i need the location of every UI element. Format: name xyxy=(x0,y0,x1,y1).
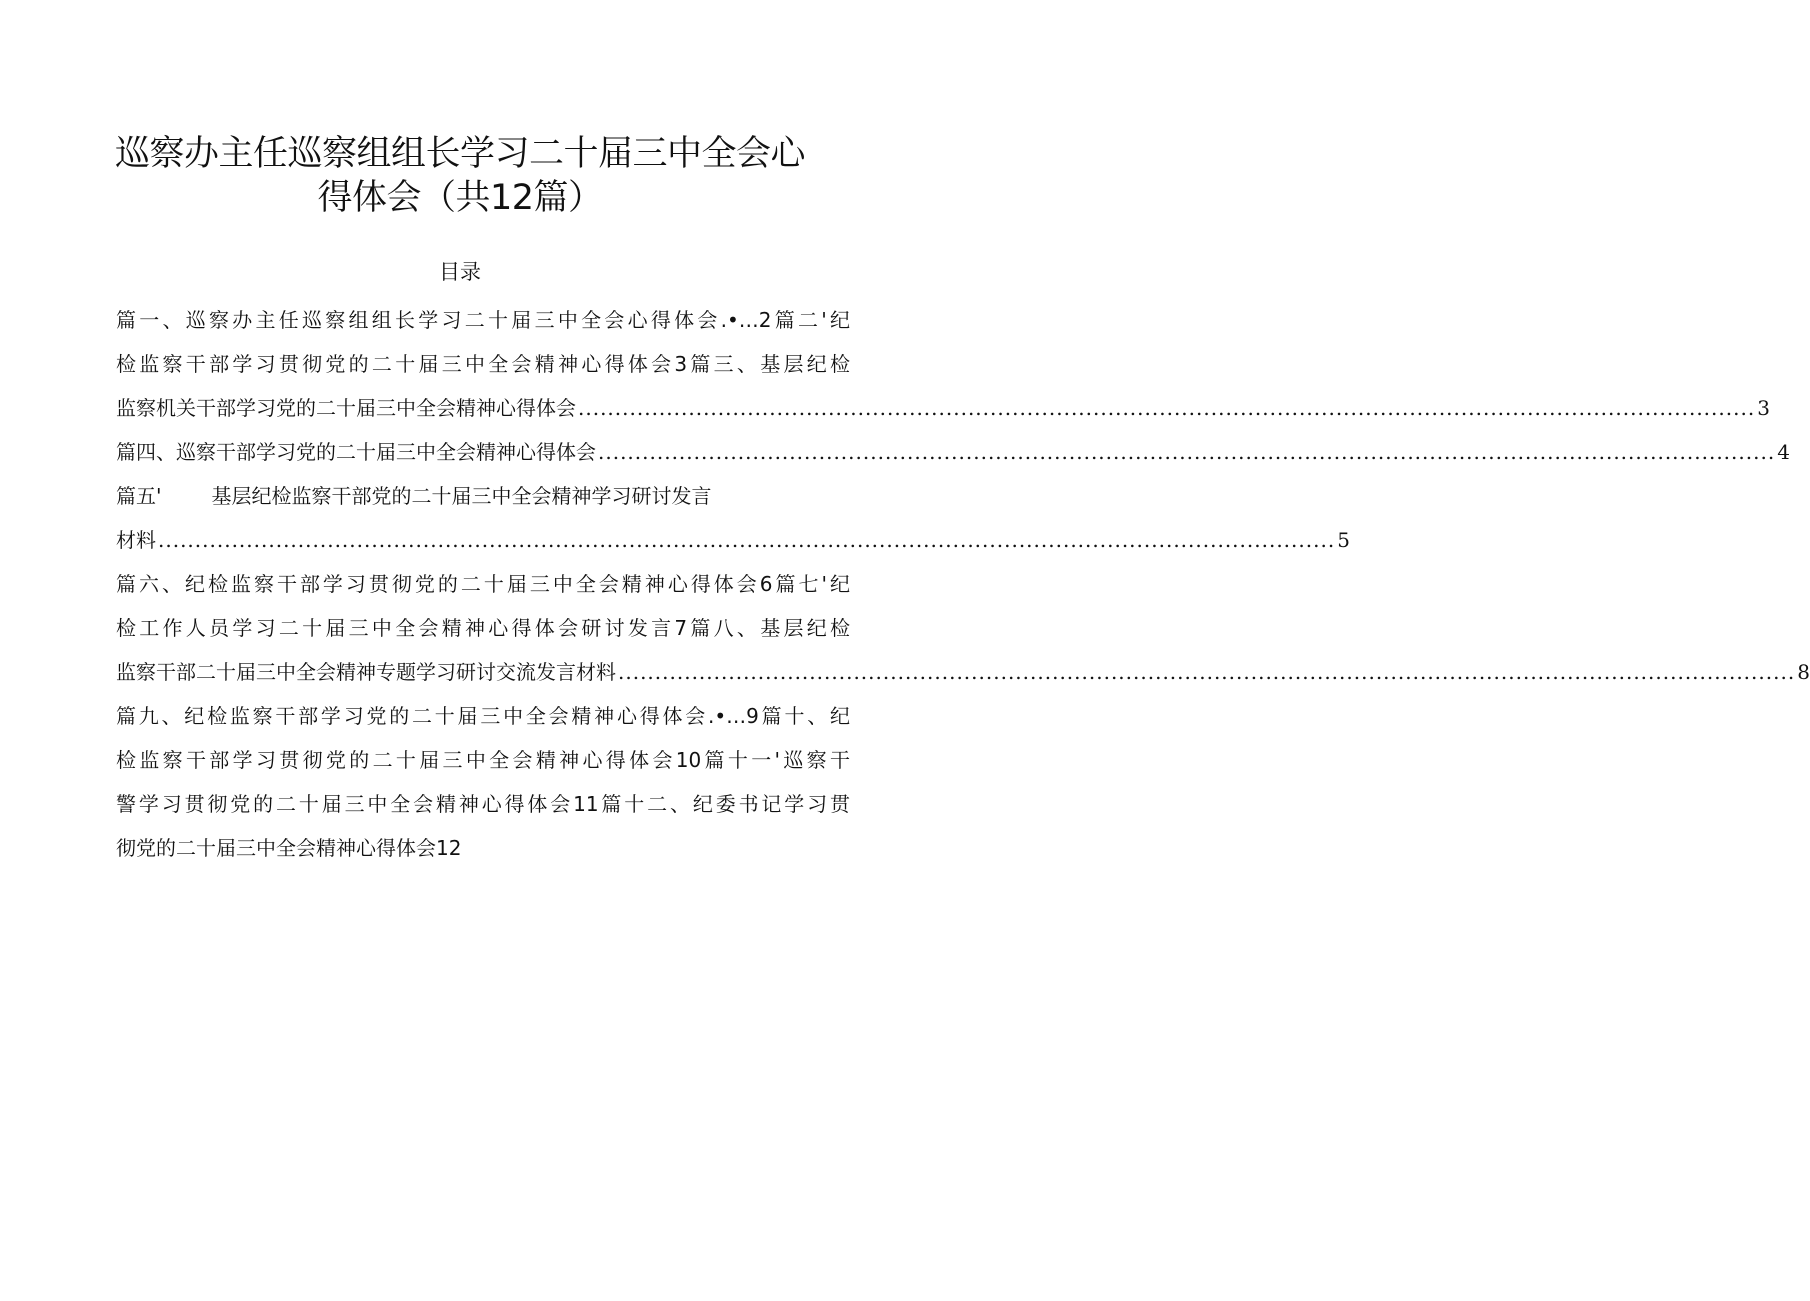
toc-line-11 xyxy=(116,701,850,731)
toc-line-9 xyxy=(116,613,850,643)
toc-line-1-text: 篇一、巡察办主任巡察组组长学习二十届三中全会心得体会.•…2篇二'纪 xyxy=(116,308,850,332)
toc-line-8 xyxy=(116,569,850,599)
toc-line-12 xyxy=(116,745,850,775)
toc-line-13-text: 警学习贯彻党的二十届三中全会精神心得体会11篇十二、纪委书记学习贯 xyxy=(116,792,850,816)
toc-line-1 xyxy=(116,305,850,335)
toc-line-12-text: 检监察干部学习贯彻党的二十届三中全会精神心得体会10篇十一'巡察干 xyxy=(116,748,850,772)
toc-line-13 xyxy=(116,789,850,819)
toc-leader-dots: ................................................................................................................................................................ xyxy=(158,528,1336,552)
toc-page-number: 3 xyxy=(1757,396,1770,420)
toc-entry-5-continued-text: 材料 xyxy=(116,528,156,552)
toc-entry-5-text: 基层纪检监察干部党的二十届三中全会精神学习研讨发言 xyxy=(211,484,712,508)
toc-entry-3 xyxy=(116,393,1770,423)
toc-line-14-text: 彻党的二十届三中全会精神心得体会12 xyxy=(116,836,462,860)
toc-line-14 xyxy=(116,833,461,863)
toc-entry-3-text: 监察机关干部学习党的二十届三中全会精神心得体会 xyxy=(116,396,576,420)
toc-heading: 目录 xyxy=(439,260,481,284)
toc-entry-4 xyxy=(116,437,1790,467)
toc-line-11-text: 篇九、纪检监察干部学习党的二十届三中全会精神心得体会.•…9篇十、纪 xyxy=(116,704,850,728)
toc-line-8-text: 篇六、纪检监察干部学习贯彻党的二十届三中全会精神心得体会6篇七'纪 xyxy=(116,572,850,596)
toc-page-number: 4 xyxy=(1777,440,1790,464)
toc-entry-5-label: 篇五' xyxy=(116,484,162,508)
document-title-line-1: 巡察办主任巡察组组长学习二十届三中全会心 xyxy=(114,134,805,174)
toc-leader-dots: ................................................................................................................................................................ xyxy=(578,396,1756,420)
toc-line-9-text: 检工作人员学习二十届三中全会精神心得体会研讨发言7篇八、基层纪检 xyxy=(116,616,850,640)
toc-leader-dots: ................................................................................................................................................................ xyxy=(618,660,1796,684)
toc-entry-4-text: 篇四、巡察干部学习党的二十届三中全会精神心得体会 xyxy=(116,440,596,464)
document-title-line-2: 得体会（共12篇） xyxy=(317,178,603,218)
toc-line-2-text: 检监察干部学习贯彻党的二十届三中全会精神心得体会3篇三、基层纪检 xyxy=(116,352,850,376)
toc-entry-10 xyxy=(116,657,1810,687)
toc-entry-5-continued xyxy=(116,525,1350,555)
toc-entry-10-text: 监察干部二十届三中全会精神专题学习研讨交流发言材料 xyxy=(116,660,616,684)
toc-page-number: 5 xyxy=(1337,528,1350,552)
toc-line-2 xyxy=(116,349,850,379)
toc-page-number: 8 xyxy=(1797,660,1810,684)
toc-entry-5 xyxy=(116,481,712,511)
toc-leader-dots: ................................................................................................................................................................ xyxy=(598,440,1776,464)
